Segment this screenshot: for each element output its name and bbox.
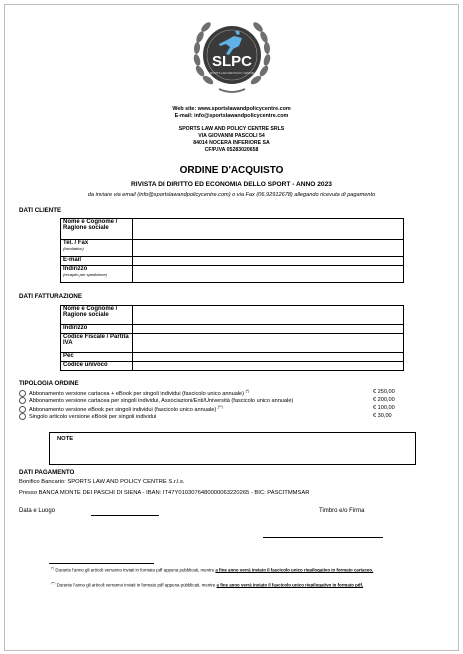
org-name: SPORTS LAW AND POLICY CENTRE SRLS [178, 126, 285, 132]
org-street: VIA GIOVANNI PASCOLI 54 [198, 133, 265, 139]
section-dati-fatturazione: DATI FATTURAZIONE [19, 293, 83, 300]
org-vat: CF/P.IVA 05283020658 [204, 147, 259, 153]
radio-button[interactable] [19, 406, 26, 413]
footnote-1: (*) Durante l'anno gli articoli verranno inviati in formato pdf appena pubblicati, mentre a fine anno verrà inviato il fascicolo unico riepilogativo in formato cartaceo. [51, 566, 374, 573]
label-billing-nome: Nome e Cognome / Ragione sociale [61, 306, 133, 325]
slpc-logo [191, 11, 273, 101]
input-billing-indirizzo[interactable] [133, 325, 404, 334]
section-dati-pagamento: DATI PAGAMENTO [19, 469, 75, 476]
billing-table [60, 305, 404, 371]
input-nome[interactable] [133, 219, 404, 240]
table-row [61, 353, 404, 362]
input-tel[interactable] [133, 240, 404, 257]
table-row [61, 362, 404, 371]
logo-monogram: SLPC [211, 53, 253, 70]
label-nome: Nome e Cognome / Ragione sociale [61, 219, 133, 240]
footnote-2: (**) Durante l'anno gli articoli verranno inviati in formato pdf appena pubblicati, mentre a fine anno verrà inviato il fascicolo unico riepilogativo in formato pdf. [51, 581, 364, 588]
payment-line-1: Bonifico Bancario: SPORTS LAW AND POLICY CENTRE S.r.l.s. [19, 479, 185, 485]
input-indirizzo[interactable] [133, 266, 404, 283]
footnote-divider [49, 563, 154, 564]
section-dati-cliente: DATI CLIENTE [19, 207, 62, 214]
label-billing-indirizzo: Indirizzo [61, 325, 133, 334]
radio-button[interactable] [19, 397, 26, 404]
label-tel: Tel. / Fax (facoltativo) [61, 240, 133, 257]
radio-button[interactable] [19, 390, 26, 397]
table-row [61, 325, 404, 334]
price-option-4: € 30,00 [373, 413, 392, 419]
table-row [61, 306, 404, 325]
label-indirizzo: Indirizzo (recapito per spedizione) [61, 266, 133, 283]
label-codice-univoco: Codice univoco [61, 362, 133, 371]
price-option-3: € 100,00 [373, 405, 395, 411]
table-row [61, 334, 404, 353]
label-email: E-mail [61, 257, 133, 266]
input-billing-nome[interactable] [133, 306, 404, 325]
input-pec[interactable] [133, 353, 404, 362]
page-title: ORDINE D'ACQUISTO [179, 165, 284, 176]
order-option-1[interactable]: Abbonamento versione cartacea + eBook per singoli individui (fascicolo unico annuale) (*) [19, 389, 419, 396]
price-option-2: € 200,00 [373, 397, 395, 403]
client-table [60, 218, 404, 283]
table-row [61, 266, 404, 283]
order-form-page [4, 4, 459, 651]
label-cf-piva: Codice Fiscale / Partita IVA [61, 334, 133, 353]
notes-field[interactable] [49, 432, 416, 465]
stamp-signature-label: Timbro e/o Firma [319, 508, 365, 514]
notes-label: NOTE [57, 436, 74, 442]
payment-line-2: Presso BANCA MONTE DEI PASCHI DI SIENA - IBAN: IT47Y0103076480000063220265 - BIC: PASCITMMSAR [19, 490, 310, 496]
signature-line[interactable] [263, 537, 383, 538]
date-place-line[interactable] [91, 515, 159, 516]
input-codice-univoco[interactable] [133, 362, 404, 371]
table-row [61, 219, 404, 240]
input-email[interactable] [133, 257, 404, 266]
instruction-text: da inviare via email (info@sportslawandpolicycentre.com) o via Fax (06.92912678) allegando ricevuta di pagamento [87, 192, 376, 198]
email-contact: E-mail: info@sportslawandpolicycentre.com [174, 113, 289, 119]
label-pec: Pec [61, 353, 133, 362]
page-subtitle: RIVISTA DI DIRITTO ED ECONOMIA DELLO SPORT - ANNO 2023 [131, 181, 332, 188]
logo-ring-text: SPORTS LAW AND POLICY CENTRE [209, 72, 255, 75]
section-tipologia-ordine: TIPOLOGIA ORDINE [19, 380, 79, 387]
order-option-2[interactable]: Abbonamento versione cartacea per singoli individui, Associazioni/Enti/Università (fascicolo unico annuale) [19, 397, 419, 404]
date-place-label: Data e Luogo [19, 508, 56, 514]
order-option-3[interactable]: Abbonamento versione eBook per singoli individui (fascicolo unico annuale) (**) [19, 405, 419, 412]
table-row [61, 257, 404, 266]
web-site: Web site: www.sportslawandpolicycentre.com [172, 106, 291, 112]
price-option-1: € 250,00 [373, 389, 395, 395]
input-cf-piva[interactable] [133, 334, 404, 353]
org-city: 84014 NOCERA INFERIORE SA [193, 140, 270, 146]
radio-button[interactable] [19, 413, 26, 420]
order-option-4[interactable]: Singolo articolo versione eBook per singoli individui [19, 413, 419, 420]
table-row [61, 240, 404, 257]
